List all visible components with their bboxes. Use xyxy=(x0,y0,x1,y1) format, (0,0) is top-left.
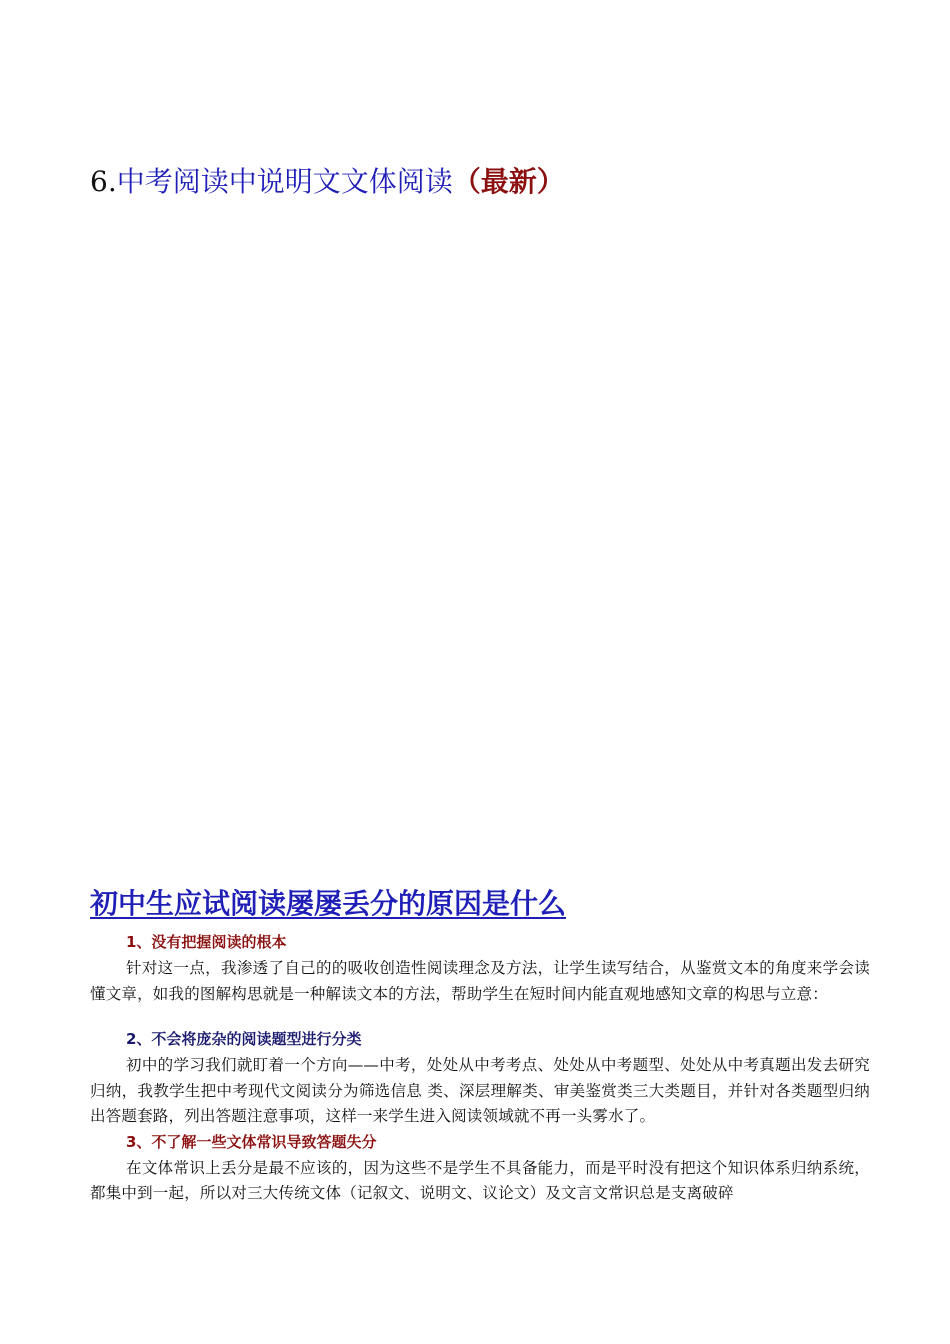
subheading-3: 3、不了解一些文体常识导致答题失分 xyxy=(126,1132,377,1151)
subheading-2: 2、不会将庞杂的阅读题型进行分类 xyxy=(126,1030,362,1048)
document-title xyxy=(90,162,565,202)
paragraph-3: 在文体常识上丢分是最不应该的，因为这些不是学生不具备能力，而是平时没有把这个知识体系归纳系统，都集中到一起，所以对三大传统文体（记叙文、说明文、议论文）及文言文常识总是支离破碎 xyxy=(90,1158,870,1202)
spacer xyxy=(90,1007,870,1027)
paragraph-2: 初中的学习我们就盯着一个方向——中考，处处从中考考点、处处从中考题型、处处从中考真题出发去研究归纳，我教学生把中考现代文阅读分为筛选信息 类、深层理解类、审美鉴赏类三大类题目，并针对各类题型归纳出答题套路，列出答题注意事项，这样一来学生进入阅读领域就不再一头雾水了。 xyxy=(90,1056,870,1125)
subheading-1: 1、没有把握阅读的根本 xyxy=(126,933,287,951)
title-number: 6. xyxy=(90,165,117,198)
section-title-link[interactable]: 初中生应试阅读屡屡丢分的原因是什么 xyxy=(90,887,567,920)
paragraph-1: 针对这一点，我渗透了自己的的吸收创造性阅读理念及方法，让学生读写结合，从鉴赏文本的角度来学会读懂文章，如我的图解构思就是一种解读文本的方法，帮助学生在短时间内能直观地感知文章的构思与立意： xyxy=(90,959,870,1003)
article-section xyxy=(90,884,870,1207)
title-main: 中考阅读中说明文文体阅读 xyxy=(116,165,453,198)
title-tag: （最新） xyxy=(452,165,565,198)
